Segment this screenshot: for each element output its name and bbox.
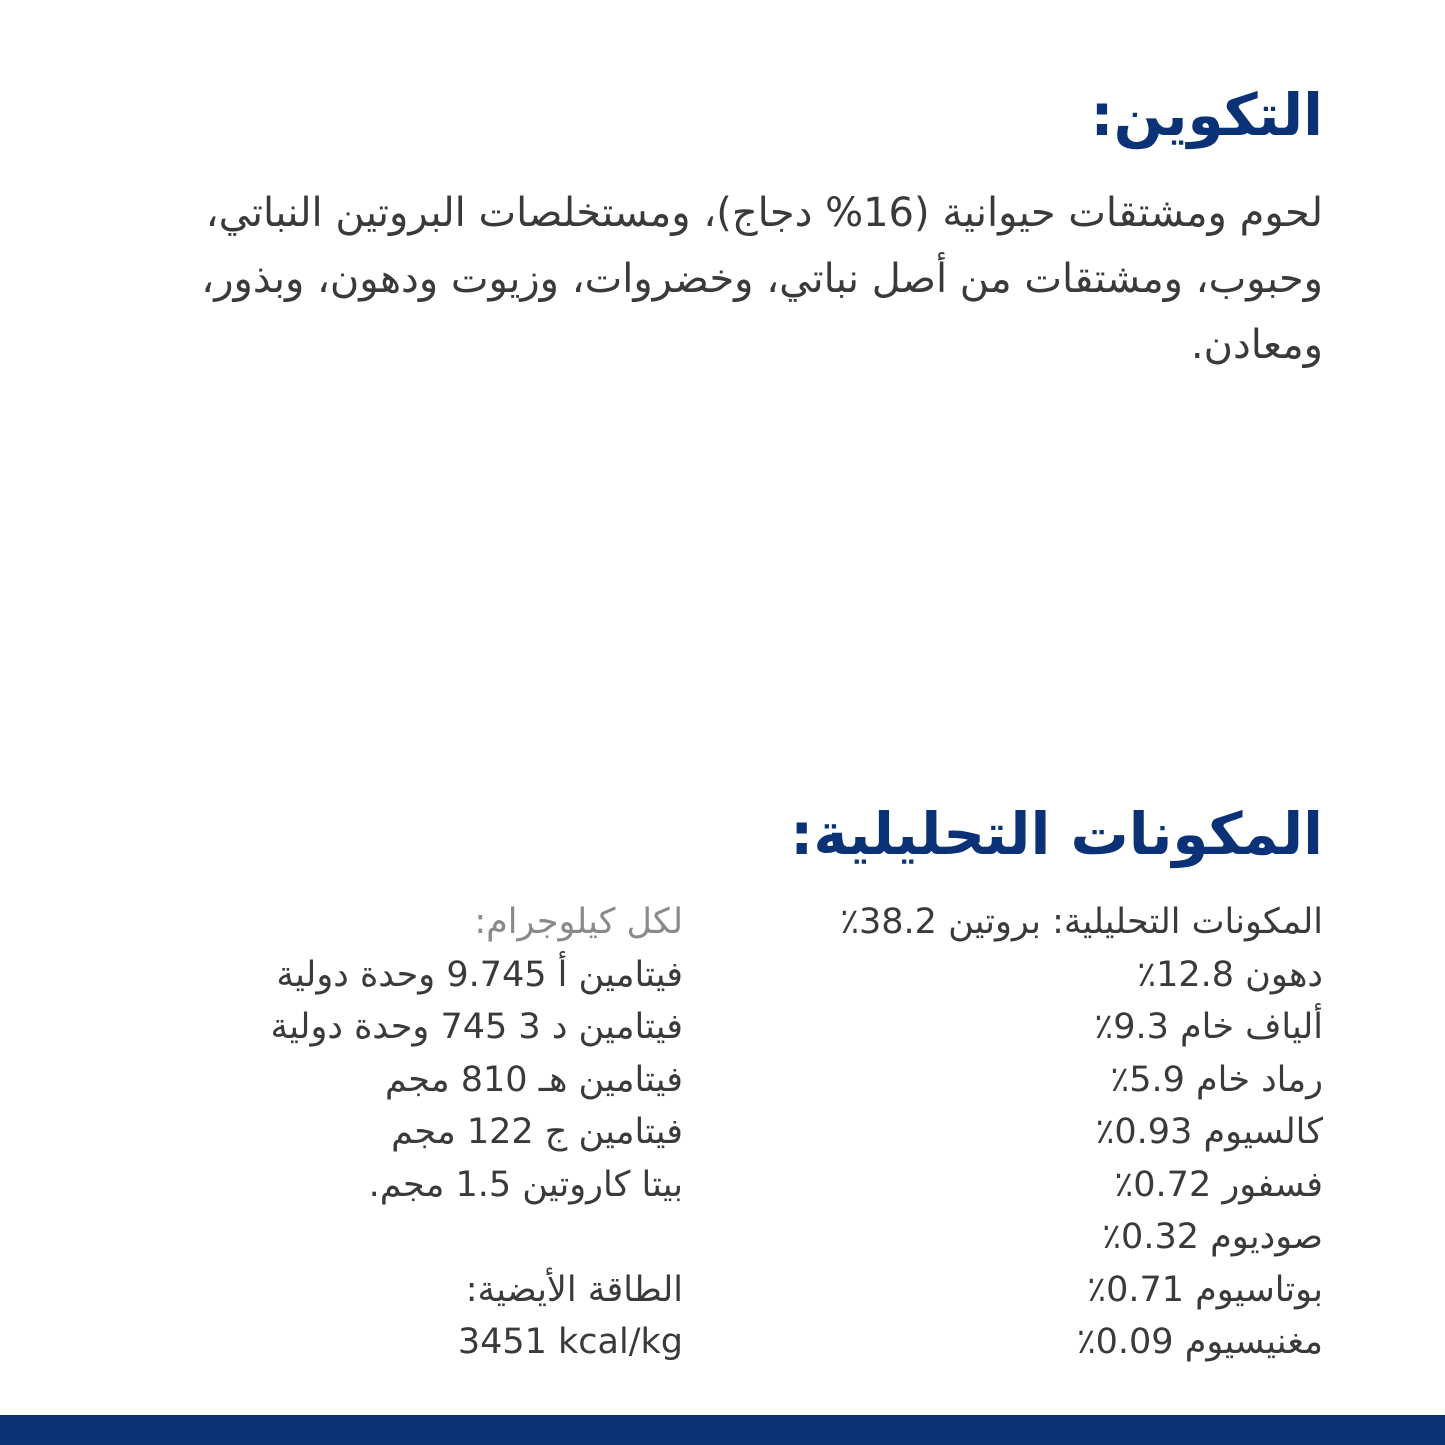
- vitamin-a-item: فيتامين أ 9.745 وحدة دولية: [276, 954, 683, 995]
- analytical-item-calcium: كالسيوم 0.93٪: [1095, 1112, 1323, 1152]
- vitamin-d3-item: فيتامين د 3 745 وحدة دولية: [270, 1007, 683, 1047]
- bottom-brand-bar: [0, 1415, 1445, 1445]
- analytical-item-crude-ash: رماد خام 5.9٪: [1110, 1059, 1323, 1100]
- vitamin-e-item: فيتامين هـ 810 مجم: [384, 1059, 683, 1100]
- metabolizable-energy-heading: الطاقة الأيضية:: [465, 1269, 683, 1310]
- vitamin-c-item: فيتامين ج 122 مجم: [391, 1112, 683, 1152]
- analytical-item-crude-fiber: ألياف خام 9.3٪: [1094, 1007, 1323, 1047]
- analytical-item-sodium: صوديوم 0.32٪: [1102, 1217, 1323, 1257]
- analytical-item-potassium: بوتاسيوم 0.71٪: [1087, 1269, 1323, 1310]
- analytical-item-protein: المكونات التحليلية: بروتين 38.2٪: [840, 902, 1323, 942]
- analytical-item-phosphorus: فسفور 0.72٪: [1114, 1164, 1323, 1205]
- metabolizable-energy-value: 3451 kcal/kg: [457, 1322, 683, 1362]
- analytical-components-list: [703, 896, 1323, 1369]
- vitamin-list: [83, 949, 683, 1212]
- analytical-components-title: المكونات التحليلية:: [790, 800, 1323, 868]
- beta-carotene-item: بيتا كاروتين 1.5 مجم.: [368, 1164, 683, 1205]
- analytical-item-fat: دهون 12.8٪: [1137, 954, 1323, 995]
- composition-title: التكوين:: [1090, 81, 1323, 149]
- per-kilogram-heading: لكل كيلوجرام:: [474, 902, 683, 942]
- composition-text: لحوم ومشتقات حيوانية (16% دجاج)، ومستخلصات البروتين النباتي، وحبوب، ومشتقات من أصل نباتي، وخضروات، وزيوت ودهون، وبذور، ومعادن.: [201, 190, 1323, 368]
- analytical-item-magnesium: مغنيسيوم 0.09٪: [1076, 1322, 1323, 1362]
- vitamins-block: [83, 896, 683, 1369]
